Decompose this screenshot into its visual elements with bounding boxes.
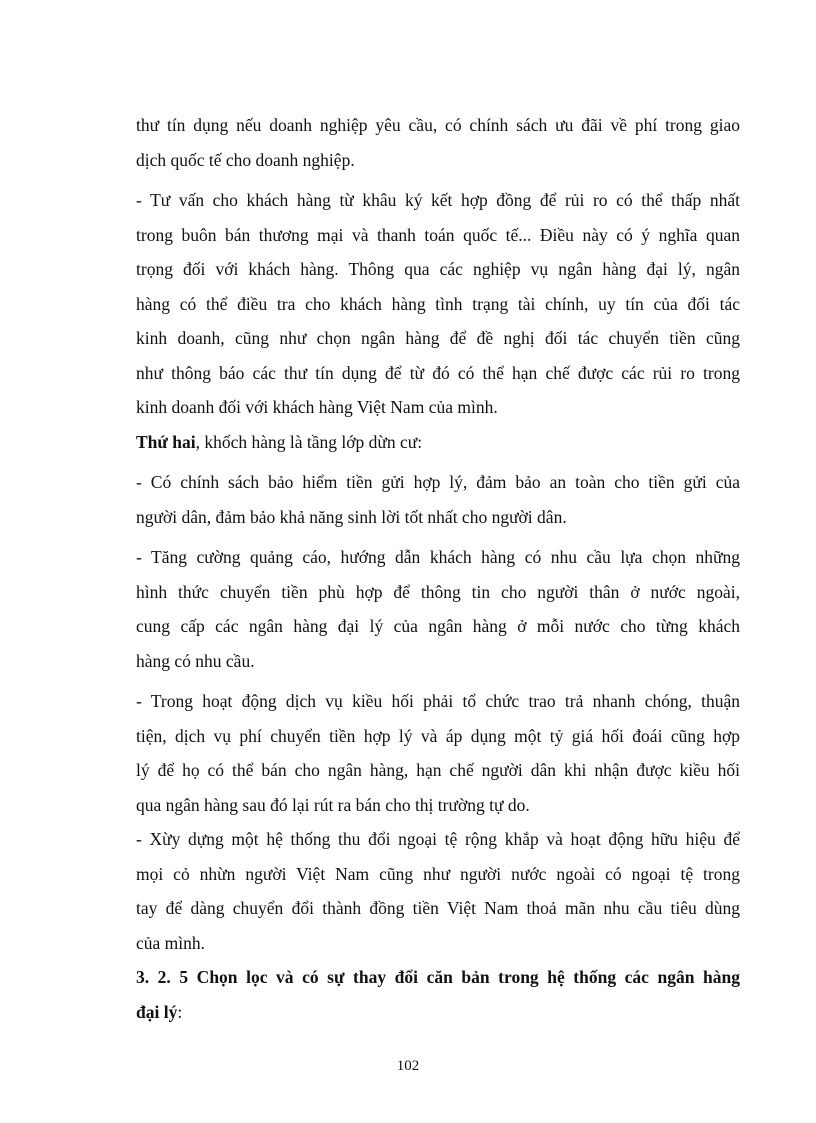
- text-line: kinh doanh, cũng như chọn ngân hàng để đề nghị đối tác chuyển tiền cũng: [136, 328, 740, 348]
- text-line: tay để dàng chuyển đổi thành đồng tiền Việt Nam thoả mãn nhu cầu tiêu dùng: [136, 898, 740, 918]
- text-line: hàng có thể điều tra cho khách hàng tình trạng tài chính, uy tín của đối tác: [136, 293, 740, 314]
- text-line: hàng có nhu cầu.: [136, 650, 255, 671]
- lead-bold: Thứ hai: [136, 431, 196, 452]
- text-line: người dân, đảm bảo khả năng sinh lời tốt nhất cho người dân.: [136, 506, 567, 527]
- text-line: - Xừy dựng một hệ thống thu đổi ngoại tệ rộng khắp và hoạt động hữu hiệu để: [136, 829, 740, 849]
- section-heading: [136, 960, 740, 1029]
- heading-bold-part: đại lý: [136, 1001, 178, 1022]
- text-line: tiện, dịch vụ phí chuyển tiền hợp lý và áp dụng một tỷ giá hối đoái cũng hợp: [136, 725, 740, 746]
- document-page: [136, 108, 740, 1029]
- text-line: - Có chính sách bảo hiểm tiền gửi hợp lý, đảm bảo an toàn cho tiền gửi của: [136, 472, 740, 492]
- text-line: kinh doanh đối với khách hàng Việt Nam của mình.: [136, 397, 498, 417]
- paragraph-1: [136, 108, 740, 177]
- heading-line: 3. 2. 5 Chọn lọc và có sự thay đổi căn bản trong hệ thống các ngân hàng: [136, 967, 740, 987]
- text-line: mọi cỏ nhừn người Việt Nam cũng như người nước ngoài có ngoại tệ trong: [136, 863, 740, 884]
- text-line: [136, 425, 740, 460]
- text-line: của mình.: [136, 932, 206, 953]
- text-line: qua ngân hàng sau đó lại rút ra bán cho thị trường tự do.: [136, 794, 530, 815]
- heading-colon: :: [177, 1001, 183, 1022]
- paragraph-5: [136, 540, 740, 678]
- text-line: - Trong hoạt động dịch vụ kiều hối phải tổ chức trao trả nhanh chóng, thuận: [136, 691, 740, 711]
- heading-line: [136, 995, 740, 1030]
- paragraph-7: [136, 822, 740, 960]
- lead-rest: , khốch hàng là tầng lớp dừn cư:: [195, 431, 423, 452]
- text-line: cung cấp các ngân hàng đại lý của ngân hàng ở mỗi nước cho từng khách: [136, 616, 740, 636]
- text-line: trong buôn bán thương mại và thanh toán quốc tế... Điều này có ý nghĩa quan: [136, 224, 740, 245]
- text-line: hình thức chuyển tiền phù hợp để thông tin cho người thân ở nước ngoài,: [136, 581, 740, 602]
- paragraph-6: [136, 684, 740, 822]
- paragraph-4: [136, 465, 740, 534]
- text-line: - Tư vấn cho khách hàng từ khâu ký kết hợp đồng để rủi ro có thể thấp nhất: [136, 190, 740, 210]
- paragraph-3: [136, 425, 740, 460]
- text-line: như thông báo các thư tín dụng để từ đó có thể hạn chế được các rủi ro trong: [136, 362, 740, 383]
- text-line: - Tăng cường quảng cáo, hướng dẫn khách hàng có nhu cầu lựa chọn những: [136, 547, 740, 567]
- page-number: 102: [396, 1058, 420, 1074]
- paragraph-2: [136, 183, 740, 425]
- text-line: lý để họ có thể bán cho ngân hàng, hạn chế người dân khi nhận được kiều hối: [136, 760, 740, 780]
- text-line: dịch quốc tế cho doanh nghiệp.: [136, 149, 355, 170]
- text-line: thư tín dụng nếu doanh nghiệp yêu cầu, có chính sách ưu đãi về phí trong giao: [136, 115, 740, 135]
- text-line: trọng đối với khách hàng. Thông qua các nghiệp vụ ngân hàng đại lý, ngân: [136, 259, 740, 279]
